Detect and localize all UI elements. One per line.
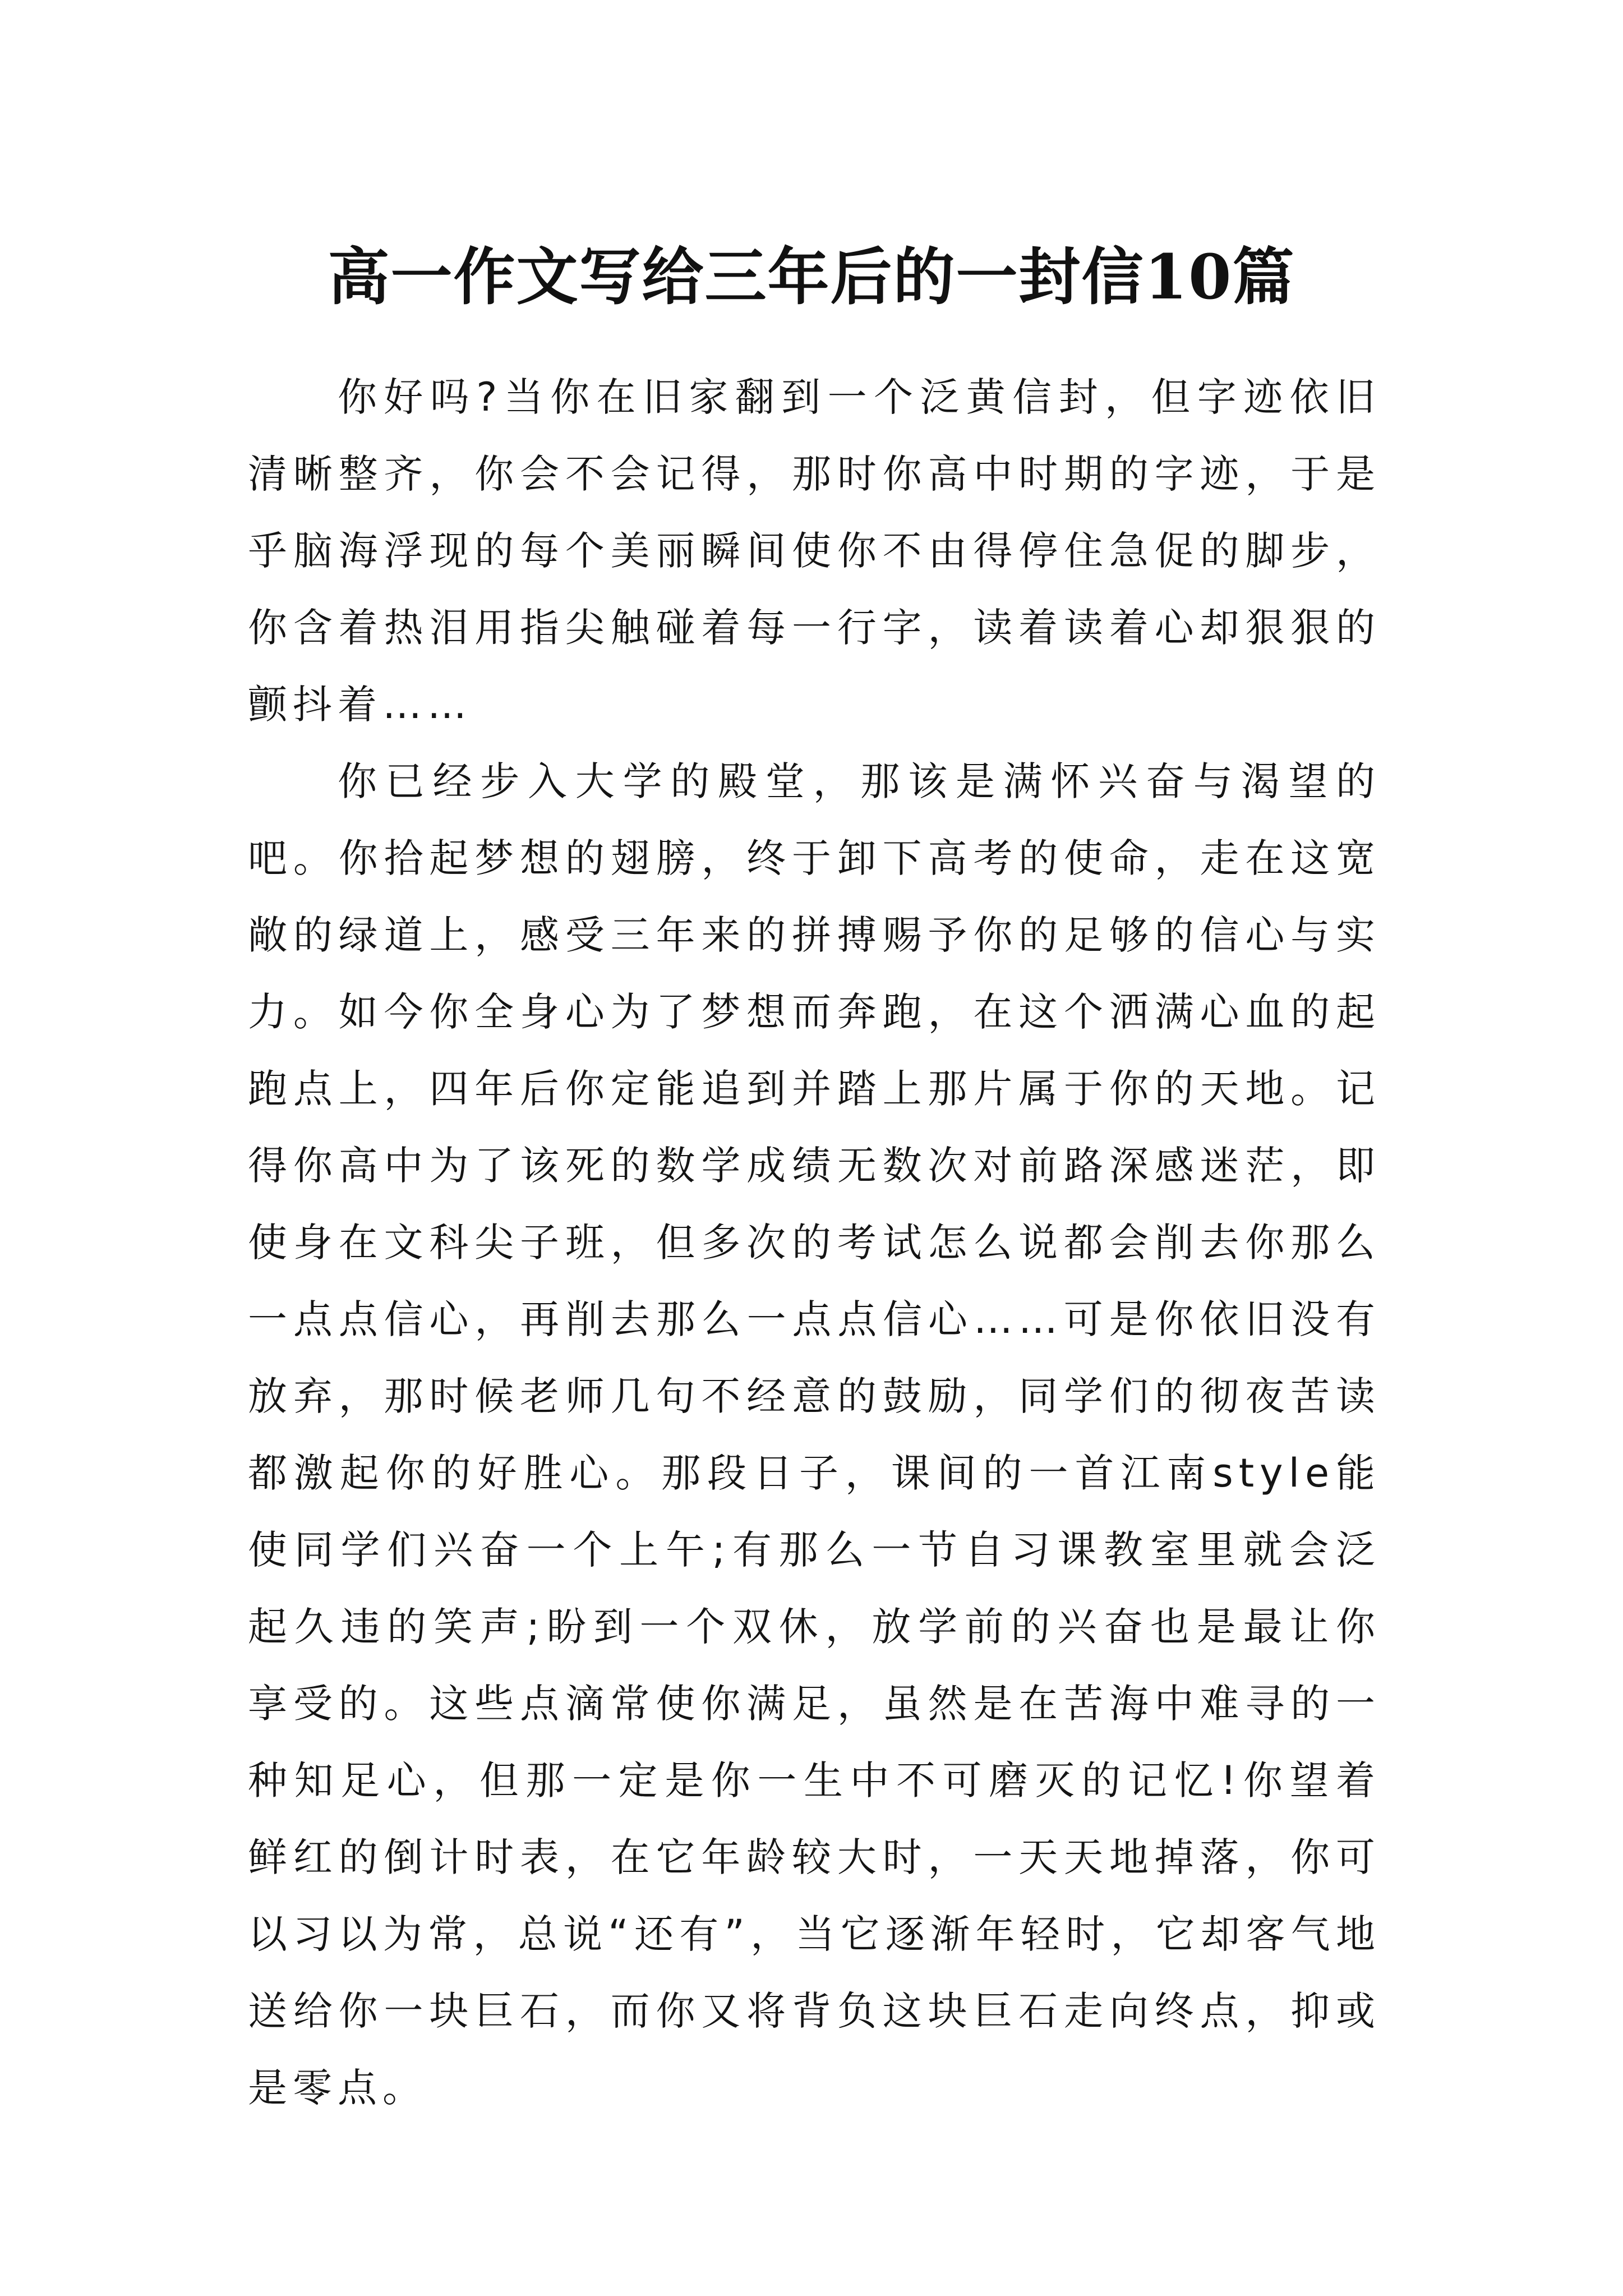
document-title: 高一作文写给三年后的一封信10篇: [328, 240, 1295, 313]
paragraph-1: 你好吗?当你在旧家翻到一个泛黄信封，但字迹依旧清晰整齐，你会不会记得，那时你高中时期的字迹，于是乎脑海浮现的每个美丽瞬间使你不由得停住急促的脚步，你含着热泪用指尖触碰着每一行字，读着读着心却狠狠的颤抖着……: [248, 374, 1381, 728]
document-body: [248, 359, 1381, 2127]
paragraph-2: 你已经步入大学的殿堂，那该是满怀兴奋与渴望的吧。你拾起梦想的翅膀，终于卸下高考的使命，走在这宽敞的绿道上，感受三年来的拼搏赐予你的足够的信心与实力。如今你全身心为了梦想而奔跑，在这个洒满心血的起跑点上，四年后你定能追到并踏上那片属于你的天地。记得你高中为了该死的数学成绩无数次对前路深感迷茫，即使身在文科尖子班，但多次的考试怎么说都会削去你那么一点点信心，再削去那么一点点信心……可是你依旧没有放弃，那时候老师几句不经意的鼓励，同学们的彻夜苦读都激起你的好胜心。那段日子，课间的一首江南style能使同学们兴奋一个上午;有那么一节自习课教室里就会泛起久违的笑声;盼到一个双休，放学前的兴奋也是最让你享受的。这些点滴常使你满足，虽然是在苦海中难寻的一种知足心，但那一定是你一生中不可磨灭的记忆!你望着鲜红的倒计时表，在它年龄较大时，一天天地掉落，你可以习以为常，总说“还有”，当它逐渐年轻时，它却客气地送给你一块巨石，而你又将背负这块巨石走向终点，抑或是零点。: [248, 758, 1381, 2111]
